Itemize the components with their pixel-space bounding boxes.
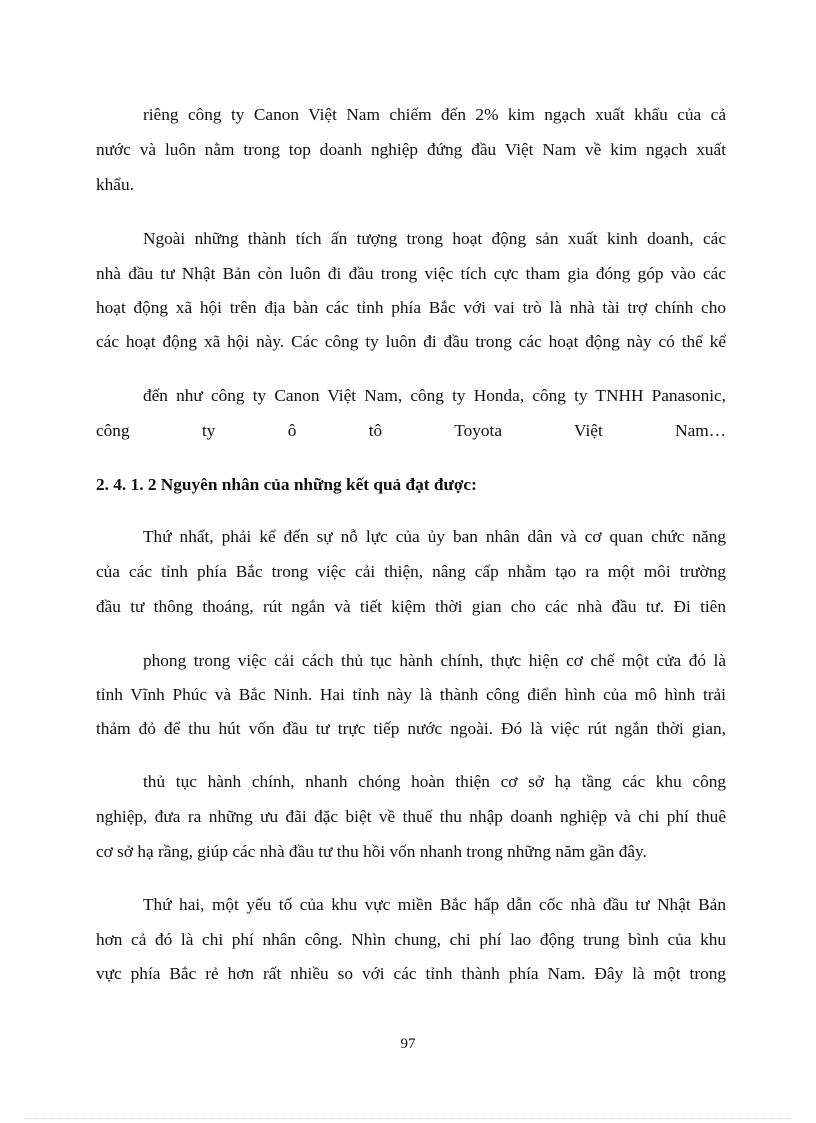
text-line: Thứ hai, một yếu tố của khu vực miền Bắc hấp dẫn cốc nhà đầu tư Nhật Bản <box>143 895 726 914</box>
text-line: Ngoài những thành tích ấn tượng trong hoạt động sản xuất kinh doanh, các <box>143 229 726 248</box>
text-line: khẩu. <box>96 175 134 194</box>
text-line: tỉnh Vĩnh Phúc và Bắc Ninh. Hai tỉnh này là thành công điển hình của mô hình trải <box>96 685 726 704</box>
text-line: công ty ô tô Toyota Việt Nam… <box>96 421 726 440</box>
text-line: thủ tục hành chính, nhanh chóng hoàn thiện cơ sở hạ tầng các khu công <box>143 772 726 791</box>
text-line: hoạt động xã hội trên địa bàn các tỉnh phía Bắc với vai trò là nhà tài trợ chính cho <box>96 298 726 317</box>
text-line: các hoạt động xã hội này. Các công ty luôn đi đầu trong các hoạt động này có thể kể <box>96 332 726 351</box>
page-bottom-divider <box>24 1118 792 1119</box>
page-number: 97 <box>400 1036 416 1052</box>
text-line: đầu tư thông thoáng, rút ngắn và tiết kiệm thời gian cho các nhà đầu tư. Đi tiên <box>96 597 726 616</box>
text-line: nghiệp, đưa ra những ưu đãi đặc biệt về thuế thu nhập doanh nghiệp và chi phí thuê <box>96 807 726 826</box>
text-line: Thứ nhất, phải kể đến sự nỗ lực của ủy ban nhân dân và cơ quan chức năng <box>143 527 726 546</box>
section-heading: 2. 4. 1. 2 Nguyên nhân của những kết quả đạt được: <box>96 475 477 494</box>
text-line: nhà đầu tư Nhật Bản còn luôn đi đầu trong việc tích cực tham gia đóng góp vào các <box>96 264 726 283</box>
text-line: đến như công ty Canon Việt Nam, công ty Honda, công ty TNHH Panasonic, <box>143 386 726 405</box>
text-line: thảm đỏ để thu hút vốn đầu tư trực tiếp nước ngoài. Đó là việc rút ngắn thời gian, <box>96 719 726 738</box>
text-line: phong trong việc cải cách thủ tục hành chính, thực hiện cơ chế một cửa đó là <box>143 651 726 670</box>
text-line: của các tỉnh phía Bắc trong việc cải thiện, nâng cấp nhằm tạo ra một môi trường <box>96 562 726 581</box>
text-line: riêng công ty Canon Việt Nam chiếm đến 2% kim ngạch xuất khẩu của cả <box>143 105 726 124</box>
text-line: vực phía Bắc rẻ hơn rất nhiều so với các tỉnh thành phía Nam. Đây là một trong <box>96 964 726 983</box>
text-line: cơ sở hạ rầng, giúp các nhà đầu tư thu hồi vốn nhanh trong những năm gần đây. <box>96 842 647 861</box>
text-line: nước và luôn nằm trong top doanh nghiệp đứng đầu Việt Nam về kim ngạch xuất <box>96 140 726 159</box>
text-line: hơn cả đó là chi phí nhân công. Nhìn chung, chi phí lao động trung bình của khu <box>96 930 726 949</box>
